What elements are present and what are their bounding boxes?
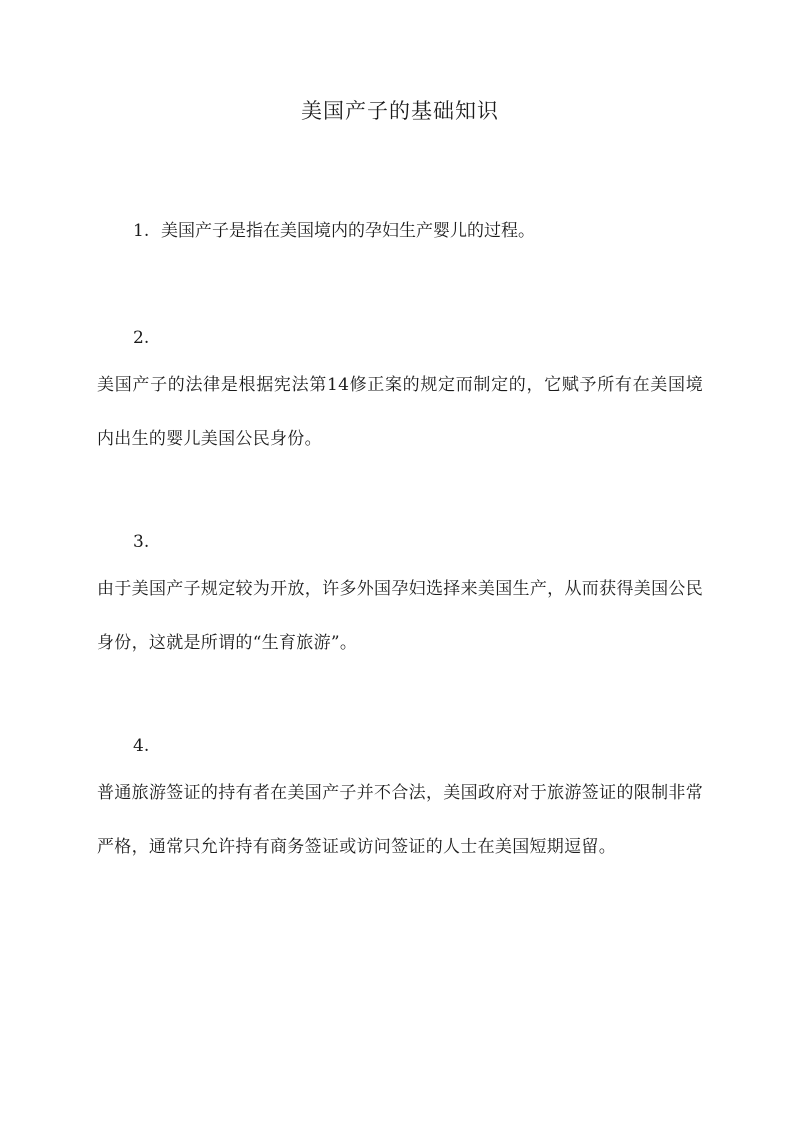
item-number-3: 3. [133, 532, 150, 552]
list-item-1 [133, 218, 535, 244]
item-text-2: 美国产子的法律是根据宪法第14修正案的规定而制定的，它赋予所有在美国境内出生的婴儿美国公民身份。 [97, 375, 703, 449]
item-number-2: 2. [133, 328, 150, 348]
item-text-3: 由于美国产子规定较为开放，许多外国孕妇选择来美国生产，从而获得美国公民身份，这就是所谓的“生育旅游”。 [97, 579, 703, 653]
item-number: 1. [133, 221, 150, 241]
document-title: 美国产子的基础知识 [301, 99, 499, 123]
item-text: 美国产子是指在美国境内的孕妇生产婴儿的过程。 [161, 221, 535, 241]
item-number-4: 4. [133, 736, 150, 756]
item-text-4: 普通旅游签证的持有者在美国产子并不合法，美国政府对于旅游签证的限制非常严格，通常只允许持有商务签证或访问签证的人士在美国短期逗留。 [97, 783, 703, 857]
